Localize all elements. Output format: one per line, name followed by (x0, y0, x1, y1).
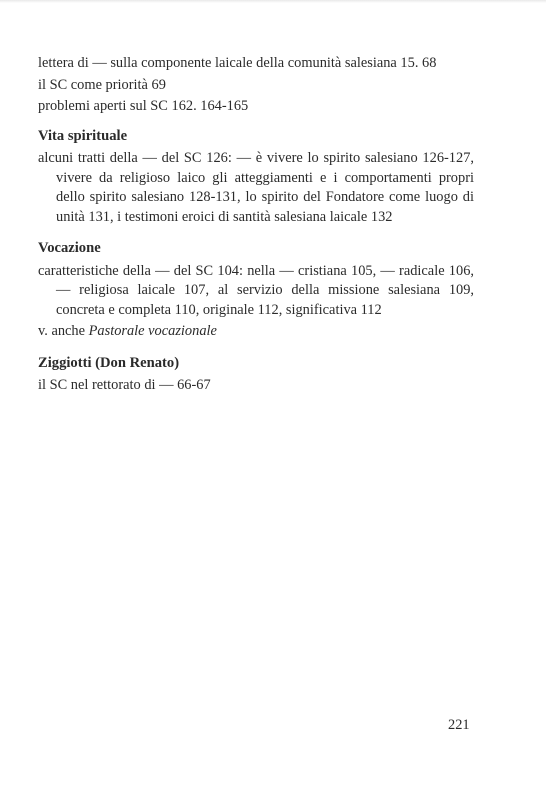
see-also-target: Pastorale vocazionale (88, 323, 217, 339)
index-heading-vocazione: Vocazione (38, 240, 101, 256)
see-also-prefix: v. anche (38, 323, 89, 339)
page-number: 221 (448, 717, 470, 733)
index-heading-vita-spirituale: Vita spirituale (38, 127, 128, 144)
see-also-reference (38, 322, 474, 342)
index-page-body (38, 54, 474, 398)
index-heading-ziggiotti: Ziggiotti (Don Renato) (38, 354, 180, 371)
index-entry: problemi aperti sul SC 162. 164-165 (38, 98, 249, 114)
page-top-edge (0, 0, 546, 3)
index-entry: il SC nel rettorato di — 66-67 (38, 377, 211, 393)
index-entry: lettera di — sulla componente laicale della comunità salesiana 15. 68 (38, 55, 437, 71)
index-entry: alcuni tratti della — del SC 126: — è vivere lo spirito salesiano 126-127, vivere da religioso laico gli atteggiamenti e i comportamenti propri dello spirito salesiano 128-131, lo spirito del Fondatore come luogo di unità 131, i testimoni eroici di santità salesiana laicale 132 (38, 150, 474, 225)
index-entry: caratteristiche della — del SC 104: nella — cristiana 105, — radicale 106, — religiosa laicale 107, al servizio della missione salesiana 109, concreta e completa 110, originale 112, significativa 112 (38, 262, 474, 318)
index-entry: il SC come priorità 69 (38, 76, 166, 93)
